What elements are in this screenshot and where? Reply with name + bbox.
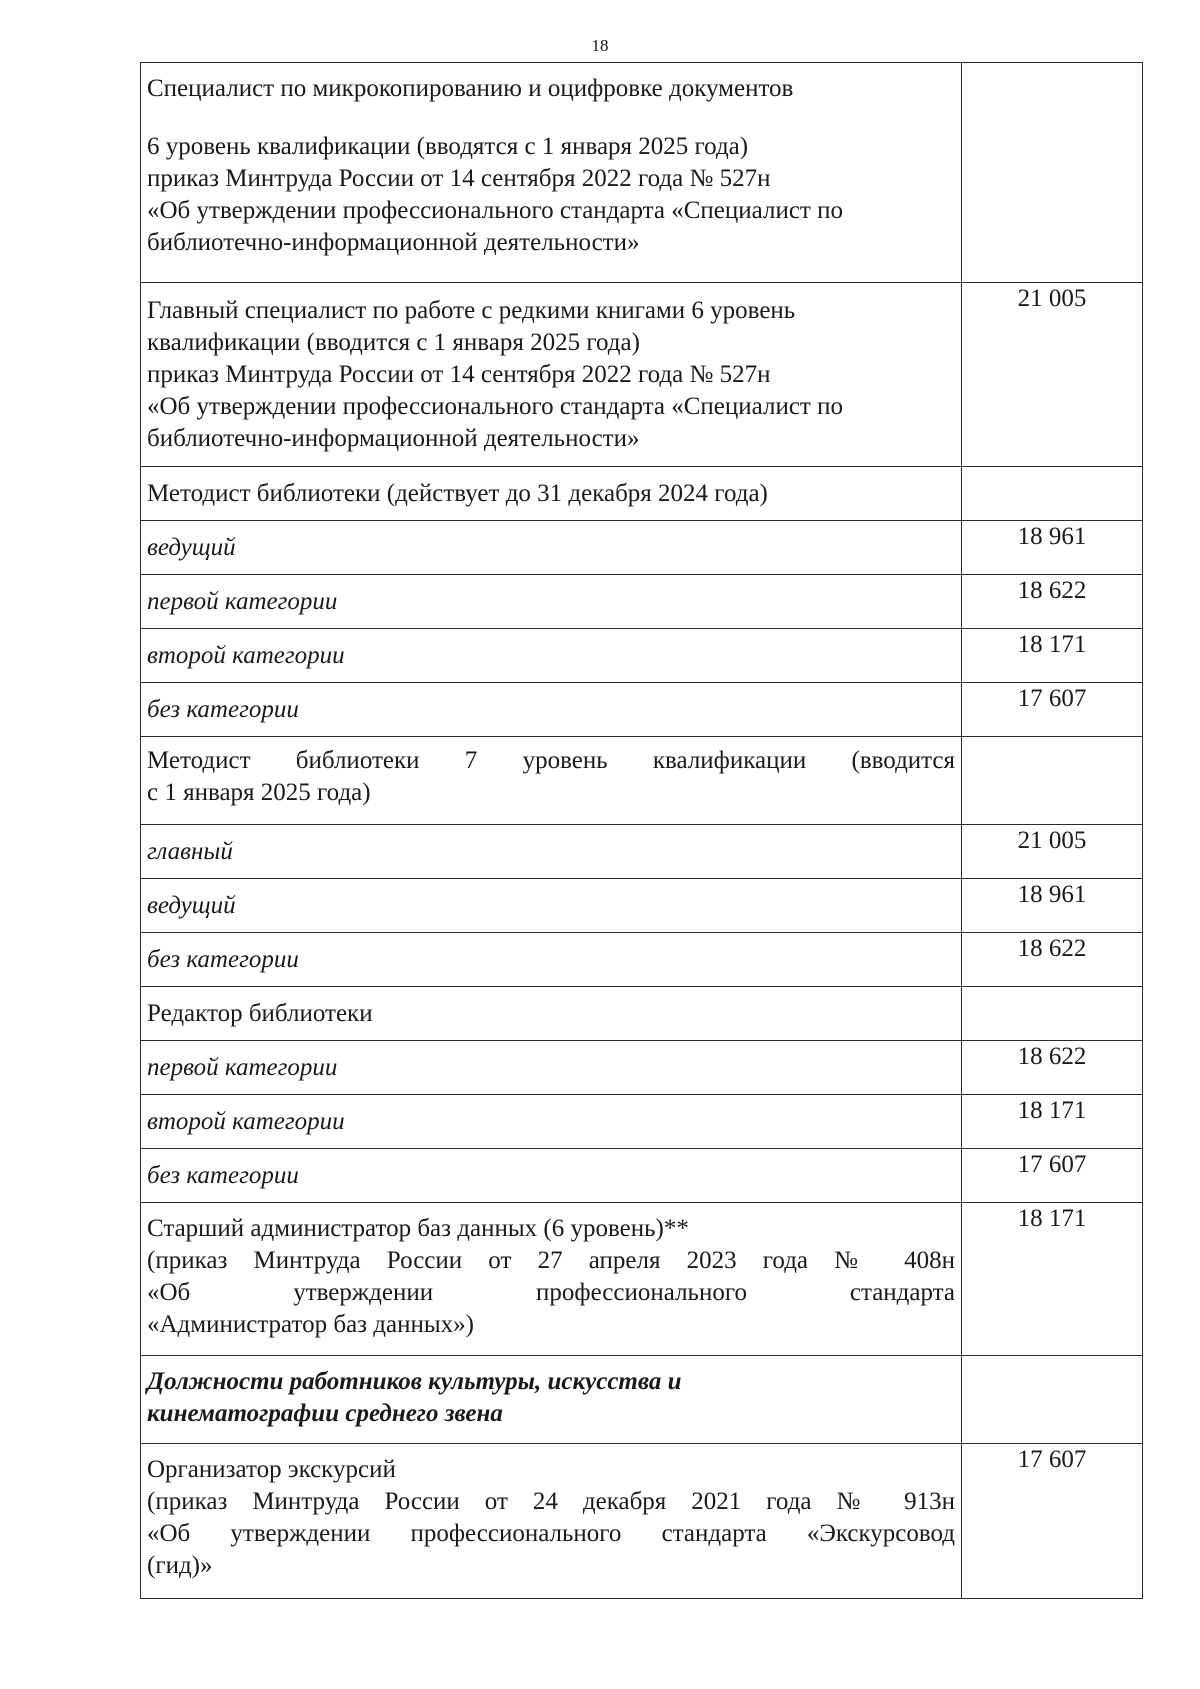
- category-cell: [141, 575, 962, 629]
- salary-table: [140, 62, 1143, 1599]
- position-cell: [141, 1444, 962, 1599]
- section-heading-cell: [141, 1356, 962, 1444]
- table-row: [141, 987, 1143, 1041]
- position-cell: [141, 283, 962, 467]
- position-line: (гид)»: [147, 1552, 213, 1579]
- category-line: без категории: [147, 1161, 299, 1189]
- category-cell: [141, 879, 962, 933]
- salary-cell: 18 961: [962, 521, 1143, 575]
- salary-cell: 18 171: [962, 1095, 1143, 1149]
- position-line: (приказ Минтруда России от 24 декабря 2021 года № 913н: [147, 1488, 955, 1515]
- salary-cell: [962, 987, 1143, 1041]
- table-row: [141, 283, 1143, 467]
- table-row: [141, 521, 1143, 575]
- position-line: 6 уровень квалификации (вводятся с 1 января 2025 года): [147, 133, 749, 160]
- salary-cell: 17 607: [962, 1149, 1143, 1203]
- position-line: приказ Минтруда России от 14 сентября 2022 года № 527н: [147, 165, 771, 192]
- position-cell: [141, 1203, 962, 1356]
- position-cell: [141, 987, 962, 1041]
- salary-cell: 18 171: [962, 1203, 1143, 1356]
- position-line: Редактор библиотеки: [147, 999, 373, 1027]
- position-line: Организатор экскурсий: [147, 1456, 396, 1483]
- category-line: без категории: [147, 695, 299, 723]
- position-line-blank: [147, 105, 955, 131]
- position-cell: [141, 467, 962, 521]
- table-row: [141, 737, 1143, 825]
- category-cell: [141, 1149, 962, 1203]
- salary-cell: 18 961: [962, 879, 1143, 933]
- section-heading-line: Должности работников культуры, искусства и: [147, 1368, 682, 1395]
- table-row: [141, 1356, 1143, 1444]
- category-cell: [141, 629, 962, 683]
- position-line: «Об утверждении профессионального стандарта «Специалист по: [147, 197, 843, 224]
- position-line: Методист библиотеки (действует до 31 декабря 2024 года): [147, 479, 768, 507]
- position-line: Главный специалист по работе с редкими книгами 6 уровень: [147, 297, 796, 324]
- table-row: [141, 879, 1143, 933]
- position-cell: [141, 737, 962, 825]
- salary-cell: 17 607: [962, 683, 1143, 737]
- table-row: [141, 933, 1143, 987]
- category-cell: [141, 825, 962, 879]
- table-row: [141, 467, 1143, 521]
- category-line: второй категории: [147, 1107, 345, 1135]
- category-cell: [141, 683, 962, 737]
- position-line: приказ Минтруда России от 14 сентября 2022 года № 527н: [147, 361, 771, 388]
- salary-cell: 21 005: [962, 283, 1143, 467]
- table-row: [141, 825, 1143, 879]
- position-line: «Об утверждении профессионального стандарта «Специалист по: [147, 393, 843, 420]
- salary-cell: 18 622: [962, 575, 1143, 629]
- position-line: квалификации (вводится с 1 января 2025 года): [147, 329, 640, 356]
- salary-cell: 18 171: [962, 629, 1143, 683]
- salary-cell: [962, 467, 1143, 521]
- salary-cell: 21 005: [962, 825, 1143, 879]
- category-cell: [141, 1095, 962, 1149]
- category-line: первой категории: [147, 587, 338, 615]
- category-line: ведущий: [147, 533, 236, 561]
- position-line: «Об утверждении профессионального стандарта «Экскурсовод: [147, 1520, 955, 1547]
- category-cell: [141, 521, 962, 575]
- salary-cell: [962, 63, 1143, 283]
- table-row: [141, 1149, 1143, 1203]
- position-line: Старший администратор баз данных (6 уровень)**: [147, 1215, 689, 1242]
- table-row: [141, 1444, 1143, 1599]
- salary-cell: 18 622: [962, 933, 1143, 987]
- salary-cell: 18 622: [962, 1041, 1143, 1095]
- table-row: [141, 575, 1143, 629]
- table-row: [141, 629, 1143, 683]
- salary-cell: [962, 737, 1143, 825]
- table-row: [141, 63, 1143, 283]
- salary-cell: [962, 1356, 1143, 1444]
- salary-cell: 17 607: [962, 1444, 1143, 1599]
- table-row: [141, 1095, 1143, 1149]
- position-line: с 1 января 2025 года): [147, 779, 371, 806]
- category-cell: [141, 933, 962, 987]
- position-cell: [141, 63, 962, 283]
- page-number: 18: [591, 36, 609, 55]
- position-line: Специалист по микрокопированию и оцифровке документов: [147, 75, 794, 102]
- position-line: библиотечно-информационной деятельности»: [147, 425, 640, 452]
- category-line: первой категории: [147, 1053, 338, 1081]
- category-line: ведущий: [147, 891, 236, 919]
- position-line: «Администратор баз данных»): [147, 1311, 474, 1338]
- table-row: [141, 683, 1143, 737]
- section-heading-line: кинематографии среднего звена: [147, 1400, 503, 1427]
- category-cell: [141, 1041, 962, 1095]
- category-line: второй категории: [147, 641, 345, 669]
- table-row: [141, 1203, 1143, 1356]
- category-line: главный: [147, 837, 233, 865]
- table-row: [141, 1041, 1143, 1095]
- position-line: Методист библиотеки 7 уровень квалификации (вводится: [147, 747, 955, 774]
- category-line: без категории: [147, 945, 299, 973]
- position-line: «Об утверждении профессионального стандарта: [147, 1279, 955, 1306]
- position-line: (приказ Минтруда России от 27 апреля 2023 года № 408н: [147, 1247, 955, 1274]
- position-line: библиотечно-информационной деятельности»: [147, 229, 640, 256]
